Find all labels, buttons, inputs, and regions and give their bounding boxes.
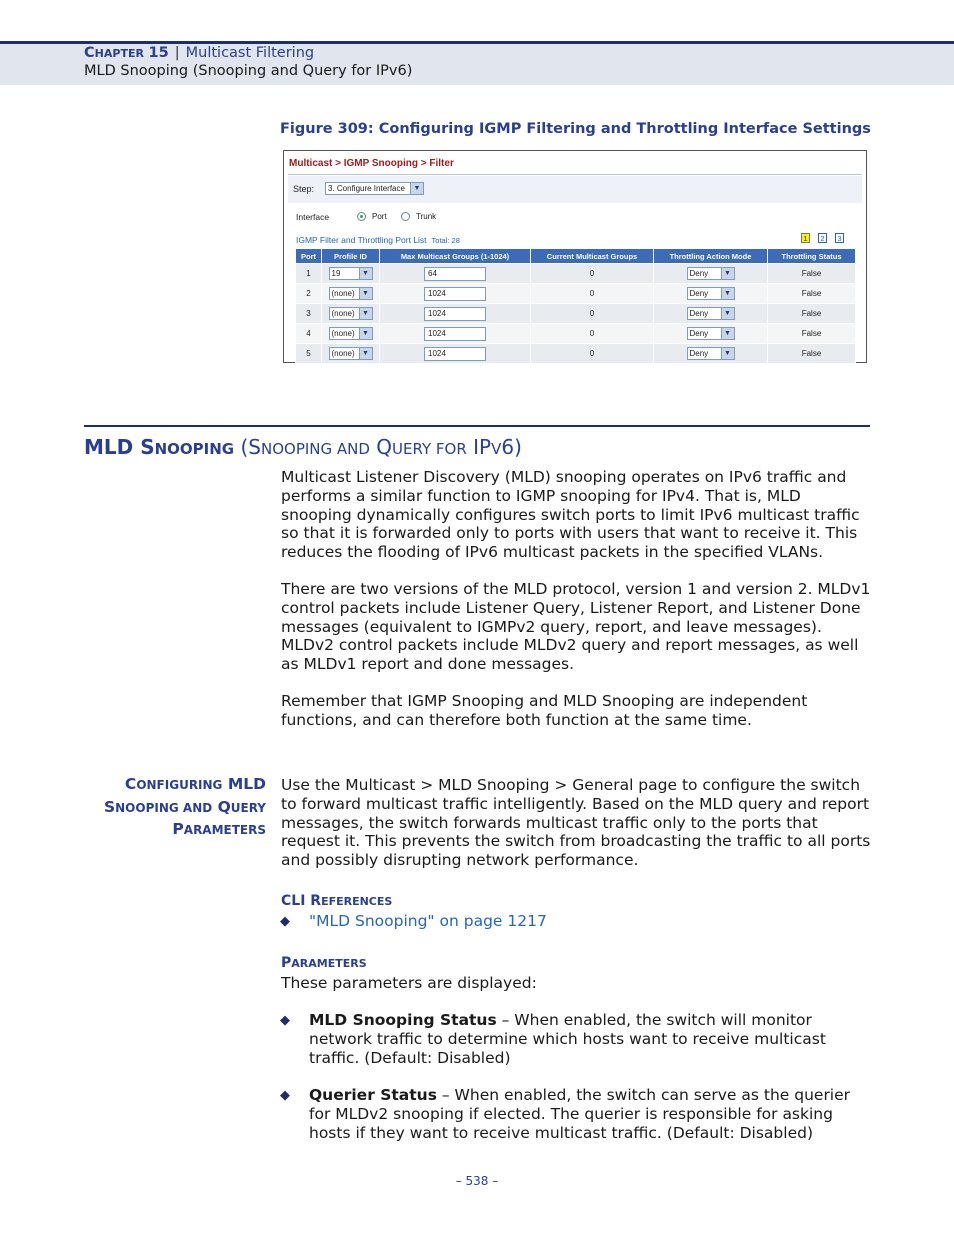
- table-row: [296, 264, 856, 284]
- running-header-chapter: CHAPTER 15 | Multicast Filtering: [84, 45, 315, 61]
- profile-cell: [322, 324, 380, 344]
- current-groups-cell: 0: [531, 344, 654, 364]
- max-groups-cell: [380, 304, 531, 324]
- page-2-button[interactable]: 2: [818, 233, 827, 243]
- chevron-down-icon: ▼: [721, 288, 734, 299]
- diamond-bullet-icon: ◆: [280, 1088, 290, 1103]
- action-cell: [654, 284, 768, 304]
- max-groups-input[interactable]: 1024: [424, 327, 486, 341]
- body-paragraph: There are two versions of the MLD protocol, version 1 and version 2. MLDv1 control packets include Listener Query, Listener Report, and Listener Done messages (equivalent to IGMPv2 query, report, and leave messages). MLDv2 control packets include MLDv2 query and report messages, as well as MLDv1 report and done messages.: [281, 580, 871, 674]
- body-paragraph: Multicast Listener Discovery (MLD) snooping operates on IPv6 traffic and performs a similar function to IGMP snooping for IPv4. That is, MLD snooping dynamically configures switch ports to limit IPv6 multicast traffic so that it is forwarded only to ports with users that want to receive it. This reduces the flooding of IPv6 multicast packets in the specified VLANs.: [281, 468, 860, 562]
- page-1-button[interactable]: 1: [801, 233, 810, 243]
- action-select[interactable]: Deny ▼: [687, 327, 735, 340]
- parameters-intro: These parameters are displayed:: [281, 974, 537, 992]
- port-cell: 4: [296, 324, 322, 344]
- subsection-intro: Use the Multicast > MLD Snooping > General page to configure the switch to forward multicast traffic intelligently. Based on the MLD query and report messages, the switch forwards multicast traffic only to the ports that request it. This prevents the switch from broadcasting the traffic to all ports and possibly disrupting network performance.: [281, 776, 871, 870]
- table-header-row: [296, 249, 856, 264]
- action-cell: [654, 264, 768, 284]
- page-number: – 538 –: [455, 1174, 499, 1188]
- action-select[interactable]: Deny ▼: [687, 347, 735, 360]
- current-groups-cell: 0: [531, 284, 654, 304]
- max-groups-cell: [380, 264, 531, 284]
- column-header-throttling-action: Throttling Action Mode: [654, 249, 768, 264]
- chevron-down-icon: ▼: [410, 183, 423, 194]
- status-cell: False: [768, 344, 856, 364]
- radio-trunk-label: Trunk: [416, 212, 437, 221]
- chevron-down-icon: ▼: [359, 348, 372, 359]
- step-select[interactable]: 3. Configure Interface ▼: [325, 182, 424, 195]
- port-cell: 2: [296, 284, 322, 304]
- running-header-section: MLD Snooping (Snooping and Query for IPv6): [84, 63, 413, 79]
- chevron-down-icon: ▼: [721, 268, 734, 279]
- parameter-item: [309, 1086, 871, 1142]
- breadcrumb-divider: [288, 174, 862, 175]
- chevron-down-icon: ▼: [721, 328, 734, 339]
- parameter-description: – When enabled, the switch can serve as the querier for MLDv2 snooping if elected. The querier is responsible for asking hosts if they want to receive multicast traffic. (Default: Disabled): [309, 1086, 851, 1142]
- chevron-down-icon: ▼: [721, 308, 734, 319]
- column-header-current-groups: Current Multicast Groups: [531, 249, 654, 264]
- column-header-port: Port: [296, 249, 322, 264]
- max-groups-input[interactable]: 1024: [424, 347, 486, 361]
- port-cell: 1: [296, 264, 322, 284]
- parameter-item: [309, 1011, 871, 1067]
- table-row: [296, 304, 856, 324]
- chevron-down-icon: ▼: [359, 308, 372, 319]
- interface-label: Interface: [296, 212, 330, 222]
- action-select[interactable]: Deny ▼: [687, 287, 735, 300]
- max-groups-cell: [380, 344, 531, 364]
- parameters-heading: PARAMETERS: [281, 955, 367, 971]
- parameter-term: MLD Snooping Status: [309, 1011, 497, 1029]
- port-cell: 5: [296, 344, 322, 364]
- column-header-throttling-status: Throttling Status: [768, 249, 856, 264]
- section-title: MLD SNOOPING (SNOOPING AND QUERY FOR IPV6): [84, 435, 522, 459]
- table-row: [296, 284, 856, 304]
- action-cell: [654, 324, 768, 344]
- parameter-description: – When enabled, the switch will monitor network traffic to determine which hosts want to receive multicast traffic. (Default: Disabled): [309, 1011, 826, 1067]
- table-row: [296, 344, 856, 364]
- profile-select[interactable]: 19 ▼: [329, 267, 373, 280]
- column-header-profile-id: Profile ID: [322, 249, 380, 264]
- figure-caption: Figure 309: Configuring IGMP Filtering and Throttling Interface Settings: [280, 121, 871, 137]
- status-cell: False: [768, 324, 856, 344]
- port-list-total: Total: 28: [431, 236, 460, 245]
- port-list-title: IGMP Filter and Throttling Port List Total: 28: [296, 235, 460, 245]
- profile-select[interactable]: (none) ▼: [329, 347, 373, 360]
- max-groups-cell: [380, 284, 531, 304]
- chevron-down-icon: ▼: [359, 268, 372, 279]
- profile-cell: [322, 344, 380, 364]
- profile-select[interactable]: (none) ▼: [329, 287, 373, 300]
- current-groups-cell: 0: [531, 304, 654, 324]
- max-groups-input[interactable]: 1024: [424, 287, 486, 301]
- profile-select[interactable]: (none) ▼: [329, 307, 373, 320]
- max-groups-input[interactable]: 1024: [424, 307, 486, 321]
- subsection-heading: CONFIGURING MLD SNOOPING AND QUERY PARAMETERS: [103, 775, 266, 838]
- breadcrumb: Multicast > IGMP Snooping > Filter: [289, 158, 454, 169]
- parameter-term: Querier Status: [309, 1086, 437, 1104]
- port-cell: 3: [296, 304, 322, 324]
- page-3-button[interactable]: 3: [835, 233, 844, 243]
- status-cell: False: [768, 284, 856, 304]
- radio-port-label: Port: [372, 212, 387, 221]
- section-rule: [84, 425, 870, 427]
- step-label: Step:: [293, 184, 315, 194]
- action-select[interactable]: Deny ▼: [687, 267, 735, 280]
- radio-trunk[interactable]: [401, 212, 410, 221]
- cli-reference-link[interactable]: "MLD Snooping" on page 1217: [309, 912, 547, 930]
- cli-references-heading: CLI REFERENCES: [281, 893, 393, 909]
- current-groups-cell: 0: [531, 264, 654, 284]
- table-row: [296, 324, 856, 344]
- profile-cell: [322, 284, 380, 304]
- body-paragraph: Remember that IGMP Snooping and MLD Snooping are independent functions, and can therefore both function at the same time.: [281, 692, 808, 729]
- status-cell: False: [768, 264, 856, 284]
- current-groups-cell: 0: [531, 324, 654, 344]
- action-cell: [654, 304, 768, 324]
- figure-screenshot: [283, 150, 867, 363]
- port-list-table: [295, 248, 856, 364]
- diamond-bullet-icon: ◆: [280, 914, 290, 929]
- radio-port[interactable]: [357, 212, 366, 221]
- profile-cell: [322, 264, 380, 284]
- action-select[interactable]: Deny ▼: [687, 307, 735, 320]
- profile-cell: [322, 304, 380, 324]
- diamond-bullet-icon: ◆: [280, 1013, 290, 1028]
- chevron-down-icon: ▼: [359, 288, 372, 299]
- max-groups-cell: [380, 324, 531, 344]
- chevron-down-icon: ▼: [359, 328, 372, 339]
- profile-select[interactable]: (none) ▼: [329, 327, 373, 340]
- status-cell: False: [768, 304, 856, 324]
- chevron-down-icon: ▼: [721, 348, 734, 359]
- action-cell: [654, 344, 768, 364]
- max-groups-input[interactable]: 64: [424, 267, 486, 281]
- column-header-max-groups: Max Multicast Groups (1-1024): [380, 249, 531, 264]
